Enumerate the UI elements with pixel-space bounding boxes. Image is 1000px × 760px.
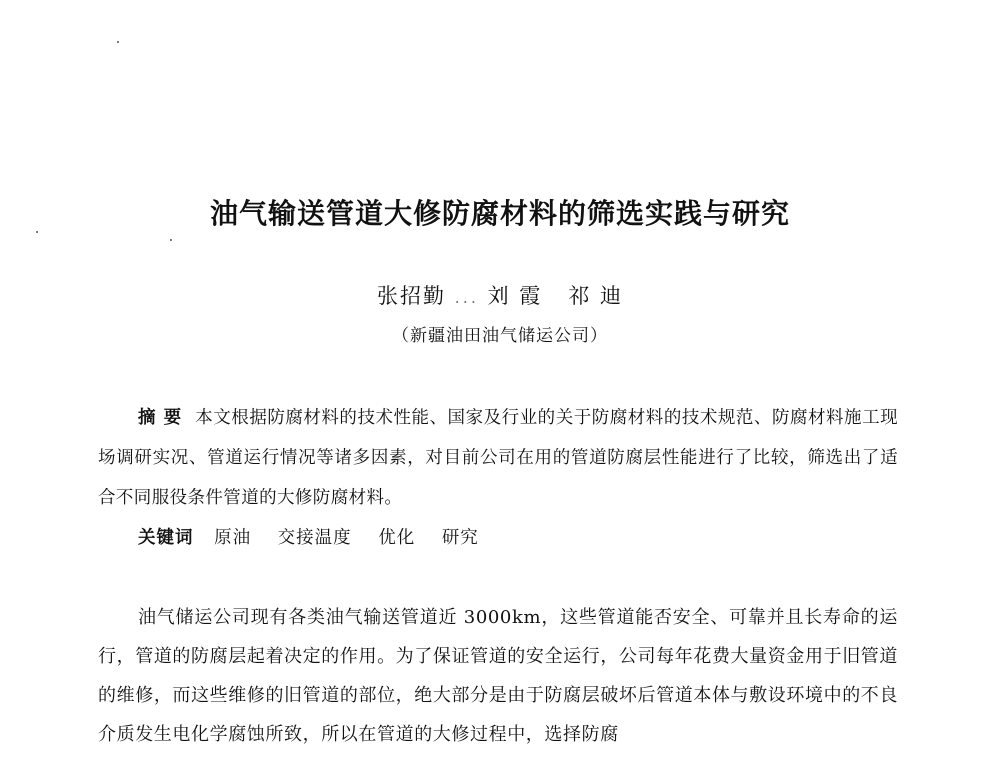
abstract [98, 398, 898, 518]
author-name: 祁 迪 [568, 284, 624, 308]
keyword: 原油 [214, 528, 252, 548]
author-affiliation: （新疆油田油气储运公司） [392, 326, 608, 346]
author-name: 刘 霞 [487, 284, 543, 308]
keyword: 研究 [441, 528, 479, 548]
scan-speck [170, 239, 172, 241]
abstract-text: 本文根据防腐材料的技术性能、国家及行业的关于防腐材料的技术规范、防腐材料施工现场调研实况、管道运行情况等诸多因素，对目前公司在用的管道防腐层性能进行了比较，筛选出了适合不同服役条件管道的大修防腐材料。 [98, 408, 898, 508]
scan-speck [117, 41, 119, 43]
author-separator: ... [454, 288, 479, 307]
keywords [138, 520, 499, 556]
author-name: 张招勤 [376, 284, 446, 308]
keyword: 交接温度 [277, 528, 352, 548]
author-list [0, 280, 1000, 314]
abstract-label: 摘要 [138, 408, 190, 428]
keyword: 优化 [378, 528, 416, 548]
keywords-label: 关键词 [138, 528, 194, 548]
body-paragraph: 油气储运公司现有各类油气输送管道近 3000km，这些管道能否安全、可靠并且长寿命的运行，管道的防腐层起着决定的作用。为了保证管道的安全运行，公司每年花费大量资金用于旧管道的维修，而这些维修的旧管道的部位，绝大部分是由于防腐层破坏后管道本体与敷设环境中的不良介质发生电化学腐蚀所致，所以在管道的大修过程中，选择防腐 [98, 607, 898, 745]
paper-title: 油气输送管道大修防腐材料的筛选实践与研究 [209, 197, 790, 230]
